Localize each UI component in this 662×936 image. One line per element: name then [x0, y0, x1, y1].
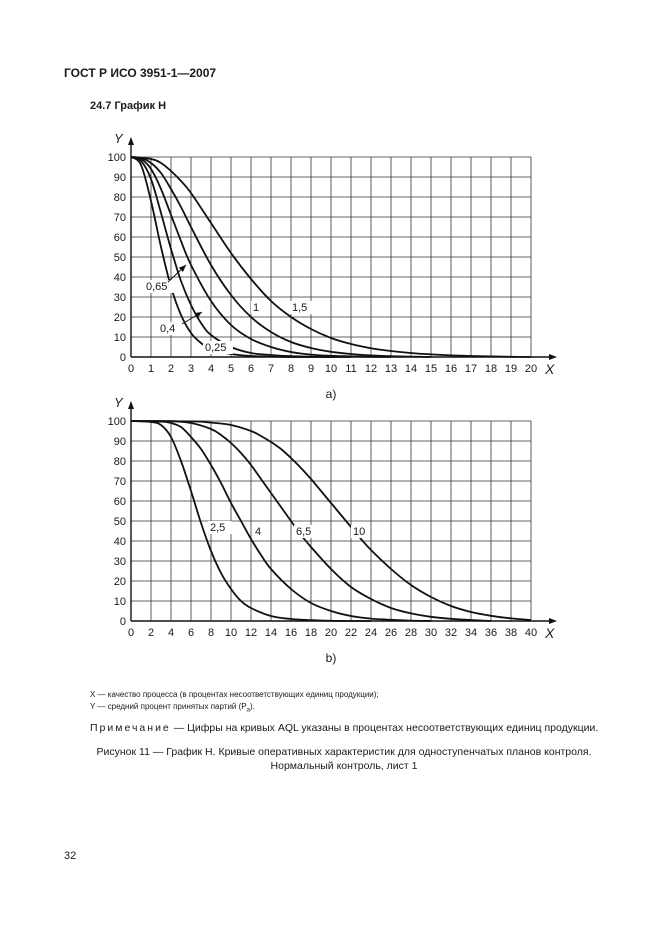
series-label: 6,5: [296, 526, 312, 538]
x-tick-label: 5: [227, 363, 235, 375]
x-tick-label: 4: [167, 627, 175, 639]
y-tick-label: 30: [113, 556, 126, 568]
y-tick-label: 20: [113, 312, 126, 324]
x-tick-label: 38: [504, 627, 518, 639]
x-tick-label: 8: [207, 627, 215, 639]
y-tick-label: 80: [113, 192, 126, 204]
x-tick-label: 6: [187, 627, 195, 639]
y-tick-label: 90: [113, 436, 126, 448]
x-tick-label: 12: [364, 363, 378, 375]
y-tick-label: 70: [113, 476, 126, 488]
panel-label: b): [325, 651, 337, 665]
chart-panel-a: [108, 131, 557, 401]
x-tick-label: 11: [345, 363, 357, 375]
y-tick-label: 20: [113, 576, 126, 588]
x-tick-label: 2: [167, 363, 175, 375]
page-number: 32: [64, 850, 77, 862]
y-tick-label: 100: [107, 152, 126, 164]
x-tick-label: 8: [287, 363, 295, 375]
y-axis-arrow: [128, 401, 134, 409]
y-tick-label: 30: [113, 292, 126, 304]
note-text: — Цифры на кривых AQL указаны в процентах несоответствующих единиц продукции.: [170, 722, 599, 734]
y-axis-label: Y: [114, 395, 123, 410]
series-label: 4: [255, 526, 262, 538]
x-tick-label: 32: [444, 627, 458, 639]
y-tick-label: 80: [113, 456, 126, 468]
x-tick-label: 14: [404, 363, 418, 375]
x-tick-label: 30: [424, 627, 438, 639]
x-tick-label: 20: [324, 627, 338, 639]
x-tick-label: 0: [127, 363, 135, 375]
x-axis-label: X: [545, 625, 555, 641]
y-tick-label: 50: [113, 252, 126, 264]
y-tick-label: 100: [107, 416, 126, 428]
figure-caption-line2: Нормальный контроль, лист 1: [270, 760, 418, 772]
chart-panel-b: [108, 395, 557, 665]
note-prefix: Примечание: [90, 722, 171, 734]
x-tick-label: 15: [424, 363, 438, 375]
y-tick-label: 60: [113, 496, 126, 508]
grid: [131, 157, 531, 357]
x-tick-label: 28: [404, 627, 418, 639]
section-title: 24.7 График H: [90, 100, 167, 112]
x-tick-label: 9: [307, 363, 315, 375]
x-tick-label: 16: [444, 363, 458, 375]
legend-y-end: ).: [249, 702, 255, 711]
x-tick-label: 16: [284, 627, 298, 639]
document-header: ГОСТ Р ИСО 3951-1—2007: [64, 66, 217, 80]
series-label: 0,4: [160, 323, 176, 335]
y-tick-label: 50: [113, 516, 126, 528]
panel-label: a): [325, 387, 337, 401]
legend-y-subscript: a: [246, 707, 250, 714]
x-tick-label: 19: [504, 363, 518, 375]
legend-y-text: Y — средний процент принятых партий (P: [90, 702, 247, 711]
x-tick-label: 36: [484, 627, 498, 639]
series-label: 1: [253, 302, 260, 314]
y-tick-label: 0: [119, 616, 126, 628]
x-tick-label: 26: [384, 627, 398, 639]
x-tick-label: 1: [147, 363, 155, 375]
legend-x-definition: X — качество процесса (в процентах несоответствующих единиц продукции);: [90, 690, 379, 699]
x-tick-label: 22: [344, 627, 358, 639]
y-tick-label: 90: [113, 172, 126, 184]
y-tick-label: 70: [113, 212, 126, 224]
y-tick-label: 10: [113, 596, 126, 608]
grid: [131, 421, 531, 621]
x-tick-label: 10: [324, 363, 338, 375]
legend-y-definition: [90, 700, 255, 718]
figure-caption-line1: Рисунок 11 — График H. Кривые оперативных характеристик для одноступенчатых планов контроля.: [96, 746, 592, 758]
x-tick-label: 2: [147, 627, 155, 639]
x-tick-label: 10: [224, 627, 238, 639]
y-tick-label: 0: [119, 352, 126, 364]
x-axis-arrow: [549, 354, 557, 360]
y-tick-label: 40: [113, 272, 126, 284]
x-tick-label: 34: [464, 627, 478, 639]
x-tick-label: 18: [304, 627, 318, 639]
x-axis-label: X: [545, 361, 555, 377]
x-tick-label: 24: [364, 627, 378, 639]
x-tick-label: 7: [267, 363, 275, 375]
x-tick-label: 0: [127, 627, 135, 639]
x-tick-label: 6: [247, 363, 255, 375]
x-axis-arrow: [549, 618, 557, 624]
x-tick-label: 3: [187, 363, 195, 375]
x-tick-label: 13: [384, 363, 398, 375]
y-tick-label: 40: [113, 536, 126, 548]
x-tick-label: 40: [524, 627, 538, 639]
x-tick-label: 12: [244, 627, 258, 639]
y-axis-arrow: [128, 137, 134, 145]
x-tick-label: 17: [464, 363, 478, 375]
note: [90, 722, 598, 734]
series-label: 0,25: [205, 342, 227, 354]
series-label: 1,5: [292, 302, 308, 314]
y-tick-label: 10: [113, 332, 126, 344]
x-tick-label: 18: [484, 363, 498, 375]
series-label: 10: [353, 526, 366, 538]
y-tick-label: 60: [113, 232, 126, 244]
series-label: 2,5: [210, 522, 226, 534]
x-tick-label: 4: [207, 363, 215, 375]
y-axis-label: Y: [114, 131, 123, 146]
x-tick-label: 14: [264, 627, 278, 639]
series-label: 0,65: [146, 281, 168, 293]
x-tick-label: 20: [524, 363, 538, 375]
